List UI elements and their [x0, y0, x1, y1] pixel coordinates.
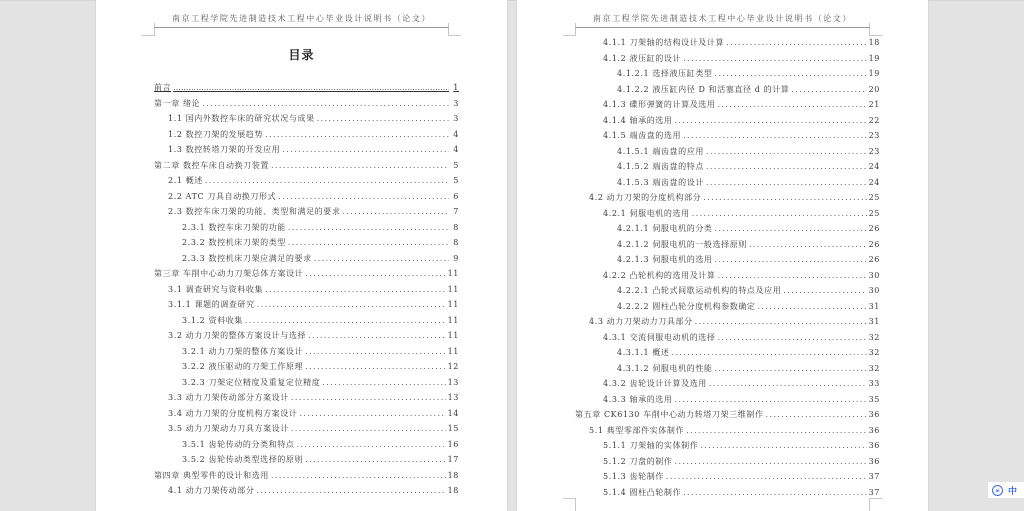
- crop-mark-top-right: [448, 23, 461, 36]
- toc-entry[interactable]: [154, 113, 459, 129]
- page-header: 南京工程学院先进制造技术工程中心毕业设计说明书（论文）: [154, 10, 449, 28]
- toc-entry[interactable]: [575, 285, 880, 301]
- toc-entry[interactable]: [575, 456, 880, 472]
- toc-entry[interactable]: [575, 363, 880, 379]
- toc-entry[interactable]: [575, 332, 880, 348]
- toc-list-left: [154, 82, 459, 501]
- toc-page-number: 18: [447, 486, 459, 495]
- ime-language-toggle[interactable]: 中: [1008, 486, 1018, 497]
- toc-page-number: 16: [447, 439, 459, 449]
- toc-entry[interactable]: [154, 377, 459, 393]
- toc-dot-leader: [675, 116, 867, 125]
- toc-dot-leader: [672, 348, 867, 357]
- toc-entry[interactable]: [154, 98, 459, 114]
- toc-dot-leader: [271, 161, 449, 170]
- toc-dot-leader: [700, 441, 866, 450]
- toc-page-number: 5: [453, 160, 459, 170]
- toc-entry-label: 3.4 动力刀架的分度机构方案设计: [168, 408, 298, 418]
- crop-mark-bottom-left: [563, 498, 576, 511]
- toc-page-number: 36: [868, 425, 880, 435]
- toc-entry[interactable]: [575, 239, 880, 255]
- toc-dot-leader: [666, 472, 867, 481]
- toc-dot-leader: [695, 317, 867, 326]
- toc-entry[interactable]: [154, 439, 459, 455]
- toc-dot-leader: [288, 238, 449, 247]
- toc-dot-leader: [683, 488, 867, 497]
- toc-dot-leader: [749, 240, 867, 249]
- toc-entry[interactable]: [154, 485, 459, 501]
- toc-title: 目录: [288, 48, 315, 62]
- toc-entry[interactable]: [575, 440, 880, 456]
- toc-page-number: 23: [868, 131, 880, 140]
- toc-entry-label: 4.1 动力刀架传动部分: [168, 486, 255, 495]
- toc-entry[interactable]: [154, 82, 459, 98]
- toc-entry-label: 4.2.1.2 伺服电机的一般选择原则: [617, 239, 747, 249]
- toc-page-number: 23: [868, 146, 880, 156]
- toc-entry-label: 第三章 车削中心动力刀架总体方案设计: [154, 269, 304, 278]
- toc-dot-leader: [706, 178, 867, 187]
- toc-entry-label: 4.1.1 刀架轴的结构设计及计算: [603, 38, 725, 47]
- toc-page-number: 9: [453, 253, 459, 263]
- toc-entry[interactable]: [575, 301, 880, 317]
- toc-page-number: 25: [868, 193, 880, 202]
- toc-page-number: 11: [447, 269, 459, 278]
- toc-entry-label: 3.5.2 齿轮传动类型选择的原则: [182, 455, 304, 464]
- toc-page-number: 7: [453, 207, 459, 216]
- toc-dot-leader: [766, 410, 867, 419]
- toc-entry[interactable]: [575, 347, 880, 363]
- toc-entry-label: 2.1 概述: [168, 176, 203, 185]
- toc-dot-leader: [683, 131, 867, 140]
- crop-mark-top-right: [869, 23, 882, 36]
- toc-dot-leader: [706, 147, 867, 156]
- toc-page-number: 36: [868, 456, 880, 466]
- toc-entry-label: 5.1.3 齿轮制作: [603, 472, 664, 481]
- toc-dot-leader: [265, 130, 449, 139]
- toc-entry[interactable]: [154, 330, 459, 346]
- toc-page-number: 32: [868, 348, 880, 357]
- toc-entry-label: 3.1.1 课题的调查研究: [168, 300, 255, 309]
- toc-entry-label: 4.3.2 齿轮设计计算及选用: [603, 379, 707, 388]
- toc-page-number: 11: [447, 300, 459, 309]
- toc-page-number: 11: [447, 315, 459, 325]
- toc-page-number: 11: [447, 284, 459, 294]
- toc-dot-leader: [692, 209, 867, 218]
- toc-page-number: 3: [453, 114, 459, 123]
- toc-entry[interactable]: [575, 223, 880, 239]
- toc-entry-label: 4.3.3 轴承的选用: [603, 394, 673, 404]
- toc-dot-leader: [305, 455, 446, 464]
- toc-page-number: 24: [868, 177, 880, 187]
- toc-dot-leader: [305, 269, 445, 278]
- toc-page-number: 22: [868, 115, 880, 125]
- toc-dot-leader: [278, 192, 449, 201]
- page-header: 南京工程学院先进制造技术工程中心毕业设计说明书（论文）: [575, 10, 870, 28]
- toc-dot-leader: [257, 300, 446, 309]
- toc-page-number: 21: [868, 100, 880, 109]
- toc-entry-label: 4.2.1.3 伺服电机的选用: [617, 255, 713, 264]
- toc-dot-leader: [202, 99, 449, 108]
- toc-page-number: 11: [447, 346, 459, 356]
- toc-dot-leader: [288, 223, 449, 232]
- toc-entry-label: 2.3.2 数控机床刀架的类型: [182, 238, 286, 247]
- toc-entry-label: 4.3 动力刀架动力刀具部分: [589, 317, 693, 326]
- toc-dot-leader: [715, 224, 867, 233]
- toc-entry-label: 第二章 数控车床自动换刀装置: [154, 160, 269, 170]
- toc-entry-label: 3.2.1 动力刀架的整体方案设计: [182, 346, 304, 356]
- toc-entry[interactable]: [154, 268, 459, 284]
- toc-dot-leader: [317, 114, 449, 123]
- toc-entry-label: 4.3.1 交流伺服电动机的选择: [603, 332, 716, 342]
- toc-entry[interactable]: [575, 146, 880, 162]
- toc-entry[interactable]: [154, 346, 459, 362]
- toc-dot-leader: [205, 176, 449, 185]
- crop-mark-bottom-right: [869, 498, 882, 511]
- toc-page-number: 26: [868, 255, 880, 264]
- toc-entry-label: 4.3.1.1 概述: [617, 348, 670, 357]
- toc-entry[interactable]: [154, 392, 459, 408]
- toc-page-number: 11: [447, 331, 459, 340]
- toc-entry[interactable]: [575, 487, 880, 503]
- toc-entry-label: 4.2.1.1 伺服电机的分类: [617, 224, 713, 233]
- toc-dot-leader: [718, 271, 867, 280]
- ime-indicator[interactable]: [988, 482, 1024, 498]
- toc-entry-label: 第一章 绪论: [154, 98, 201, 108]
- toc-page-number: 20: [868, 84, 880, 94]
- toc-entry-label: 3.3 动力刀架传动部分方案设计: [168, 393, 289, 402]
- toc-entry-label: 3.1.2 资料收集: [182, 315, 243, 325]
- toc-dot-leader: [291, 424, 446, 433]
- toc-page-number: 17: [447, 455, 459, 464]
- toc-entry-label: 4.2 动力刀架的分度机构部分: [589, 193, 702, 202]
- toc-page-number: 32: [868, 363, 880, 373]
- toc-entry[interactable]: [154, 191, 459, 207]
- toc-entry[interactable]: [154, 160, 459, 176]
- page-left: [96, 0, 507, 511]
- toc-dot-leader: [791, 85, 866, 94]
- toc-entry-label: 4.1.2.2 液压缸内径 D 和活塞直径 d 的计算: [617, 84, 790, 94]
- toc-entry[interactable]: [575, 254, 880, 270]
- toc-entry[interactable]: [575, 84, 880, 100]
- toc-entry[interactable]: [575, 177, 880, 193]
- toc-entry[interactable]: [154, 284, 459, 300]
- toc-entry[interactable]: [575, 130, 880, 146]
- toc-dot-leader: [271, 471, 446, 480]
- toc-entry-label: 前言: [154, 83, 172, 92]
- toc-dot-leader: [675, 457, 867, 466]
- toc-page-number: 4: [453, 145, 459, 154]
- toc-page-number: 31: [868, 301, 880, 311]
- toc-entry[interactable]: [575, 53, 880, 69]
- toc-page-number: 14: [447, 408, 459, 418]
- toc-page-number: 24: [868, 162, 880, 171]
- toc-dot-leader: [291, 393, 446, 402]
- toc-entry[interactable]: [154, 408, 459, 424]
- toc-dot-leader: [703, 193, 866, 202]
- toc-dot-leader: [686, 426, 867, 435]
- toc-page-number: 30: [868, 286, 880, 295]
- toc-page-number: 19: [868, 53, 880, 63]
- toc-entry[interactable]: [154, 423, 459, 439]
- toc-entry[interactable]: [154, 470, 459, 486]
- toc-entry-label: 2.2 ATC 刀具自动换刀形式: [168, 191, 277, 201]
- toc-list-right: [575, 37, 880, 502]
- toc-entry[interactable]: [575, 99, 880, 115]
- toc-entry[interactable]: [154, 253, 459, 269]
- toc-dot-leader: [758, 302, 867, 311]
- toc-page-number: 15: [447, 424, 459, 433]
- toc-page-number: 25: [868, 208, 880, 218]
- page-right: [517, 0, 928, 511]
- toc-page-number: 35: [868, 394, 880, 404]
- toc-entry[interactable]: [575, 425, 880, 441]
- toc-page-number: 13: [447, 393, 459, 402]
- toc-entry-label: 5.1 典型零部件实体制作: [589, 425, 685, 435]
- toc-dot-leader: [726, 38, 867, 47]
- toc-entry[interactable]: [575, 37, 880, 53]
- toc-entry-label: 4.1.2 液压缸的设计: [603, 53, 682, 63]
- toc-entry-label: 第四章 典型零件的设计和选用: [154, 470, 269, 480]
- toc-page-number: 8: [453, 238, 459, 247]
- toc-dot-leader: [299, 409, 445, 418]
- toc-dot-leader: [297, 440, 446, 449]
- toc-page-number: 33: [868, 379, 880, 388]
- toc-page-number: 8: [453, 222, 459, 232]
- toc-entry[interactable]: [575, 270, 880, 286]
- toc-page-number: 4: [453, 129, 459, 139]
- toc-dot-leader: [305, 347, 446, 356]
- toc-entry[interactable]: [154, 129, 459, 145]
- toc-page-number: 36: [868, 441, 880, 450]
- toc-page-number: 30: [868, 270, 880, 280]
- toc-page-number: 36: [868, 410, 880, 419]
- toc-entry[interactable]: [154, 315, 459, 331]
- toc-entry-label: 4.3.1.2 伺服电机的性能: [617, 363, 713, 373]
- toc-entry[interactable]: [575, 192, 880, 208]
- toc-page-number: 18: [868, 38, 880, 47]
- toc-page-number: 37: [868, 472, 880, 481]
- toc-entry-label: 3.1 调查研究与资料收集: [168, 284, 264, 294]
- toc-entry[interactable]: [154, 361, 459, 377]
- toc-page-number: 13: [447, 377, 459, 387]
- toc-entry-label: 4.1.4 轴承的选用: [603, 115, 673, 125]
- toc-entry-label: 3.2 动力刀架的整体方案设计与选择: [168, 331, 307, 340]
- toc-page-number: 1: [453, 83, 459, 92]
- toc-dot-leader: [305, 362, 446, 371]
- toc-page-number: 26: [868, 224, 880, 233]
- toc-entry-label: 1.3 数控转塔刀架的开发应用: [168, 145, 281, 154]
- toc-page-number: 32: [868, 332, 880, 342]
- toc-entry-label: 4.1.5.3 端齿盘的设计: [617, 177, 704, 187]
- toc-dot-leader: [675, 395, 867, 404]
- toc-dot-leader: [265, 285, 446, 294]
- toc-entry-label: 5.1.4 圆柱凸轮制作: [603, 487, 682, 497]
- toc-dot-leader: [706, 162, 867, 171]
- toc-entry-label: 第五章 CK6130 车削中心动力转塔刀架三维制作: [575, 410, 764, 419]
- toc-entry-label: 2.3.3 数控机床刀架应满足的要求: [182, 253, 312, 263]
- toc-page-number: 6: [453, 191, 459, 201]
- toc-entry[interactable]: [154, 144, 459, 160]
- toc-entry[interactable]: [154, 206, 459, 222]
- toc-dot-leader: [314, 254, 449, 263]
- toc-entry-label: 3.5.1 齿轮传动的分类和特点: [182, 439, 295, 449]
- toc-entry[interactable]: [575, 68, 880, 84]
- toc-page-number: 12: [447, 362, 459, 371]
- toc-page-number: 5: [453, 176, 459, 185]
- toc-entry[interactable]: [154, 222, 459, 238]
- toc-entry-label: 4.2.2.1 凸轮式间歇运动机构的特点及应用: [617, 286, 782, 295]
- toc-dot-leader: [173, 83, 449, 92]
- ime-logo-icon[interactable]: ai: [992, 485, 1003, 496]
- toc-entry[interactable]: [575, 208, 880, 224]
- toc-dot-leader: [715, 255, 867, 264]
- toc-entry[interactable]: [575, 378, 880, 394]
- toc-entry-label: 5.1.1 刀架轴的实体制作: [603, 441, 699, 450]
- toc-entry[interactable]: [575, 161, 880, 177]
- toc-dot-leader: [718, 333, 867, 342]
- toc-entry-label: 3.2.3 刀架定位精度及重复定位精度: [182, 377, 321, 387]
- toc-entry[interactable]: [154, 299, 459, 315]
- toc-entry-label: 4.1.3 碟形弹簧的计算及选用: [603, 100, 716, 109]
- toc-dot-leader: [245, 316, 446, 325]
- toc-page-number: 26: [868, 239, 880, 249]
- toc-entry-label: 4.2.2 凸轮机构的选用及计算: [603, 270, 716, 280]
- toc-dot-leader: [783, 286, 866, 295]
- toc-entry-label: 5.1.2 刀盘的制作: [603, 456, 673, 466]
- toc-entry-label: 4.1.5 端齿盘的选用: [603, 131, 682, 140]
- toc-entry[interactable]: [575, 394, 880, 410]
- toc-entry-label: 3.5 动力刀架动力刀具方案设计: [168, 424, 289, 433]
- toc-dot-leader: [282, 145, 449, 154]
- toc-entry[interactable]: [154, 175, 459, 191]
- toc-page-number: 37: [868, 487, 880, 497]
- toc-dot-leader: [683, 54, 867, 63]
- toc-entry-label: 4.2.1 伺服电机的选用: [603, 208, 690, 218]
- toc-entry-label: 4.2.2.2 圆柱凸轮分度机构参数确定: [617, 301, 756, 311]
- toc-entry[interactable]: [575, 409, 880, 425]
- toc-dot-leader: [715, 69, 867, 78]
- toc-page-number: 3: [453, 98, 459, 108]
- toc-page-number: 18: [447, 470, 459, 480]
- toc-dot-leader: [342, 207, 449, 216]
- toc-entry[interactable]: [575, 471, 880, 487]
- toc-entry[interactable]: [575, 115, 880, 131]
- toc-entry[interactable]: [154, 454, 459, 470]
- toc-entry[interactable]: [575, 316, 880, 332]
- toc-dot-leader: [709, 379, 867, 388]
- toc-entry-label: 4.1.2.1 选择液压缸类型: [617, 69, 713, 78]
- toc-dot-leader: [256, 486, 445, 495]
- toc-page-number: 19: [868, 69, 880, 78]
- toc-entry[interactable]: [154, 237, 459, 253]
- toc-entry-label: 2.3.1 数控车床刀架的功能: [182, 222, 286, 232]
- toc-entry-label: 1.2 数控刀架的发展趋势: [168, 129, 264, 139]
- toc-entry-label: 2.3 数控车床刀架的功能、类型和满足的要求: [168, 207, 341, 216]
- toc-dot-leader: [715, 364, 867, 373]
- toc-page-number: 31: [868, 317, 880, 326]
- toc-entry-label: 1.1 国内外数控车床的研究状况与成果: [168, 114, 315, 123]
- toc-dot-leader: [718, 100, 867, 109]
- toc-entry-label: 4.1.5.2 端齿盘的特点: [617, 162, 704, 171]
- toc-dot-leader: [322, 378, 445, 387]
- toc-entry-label: 3.2.2 液压驱动的刀架工作原理: [182, 362, 304, 371]
- toc-dot-leader: [308, 331, 446, 340]
- toc-entry-label: 4.1.5.1 端齿盘的应用: [617, 146, 704, 156]
